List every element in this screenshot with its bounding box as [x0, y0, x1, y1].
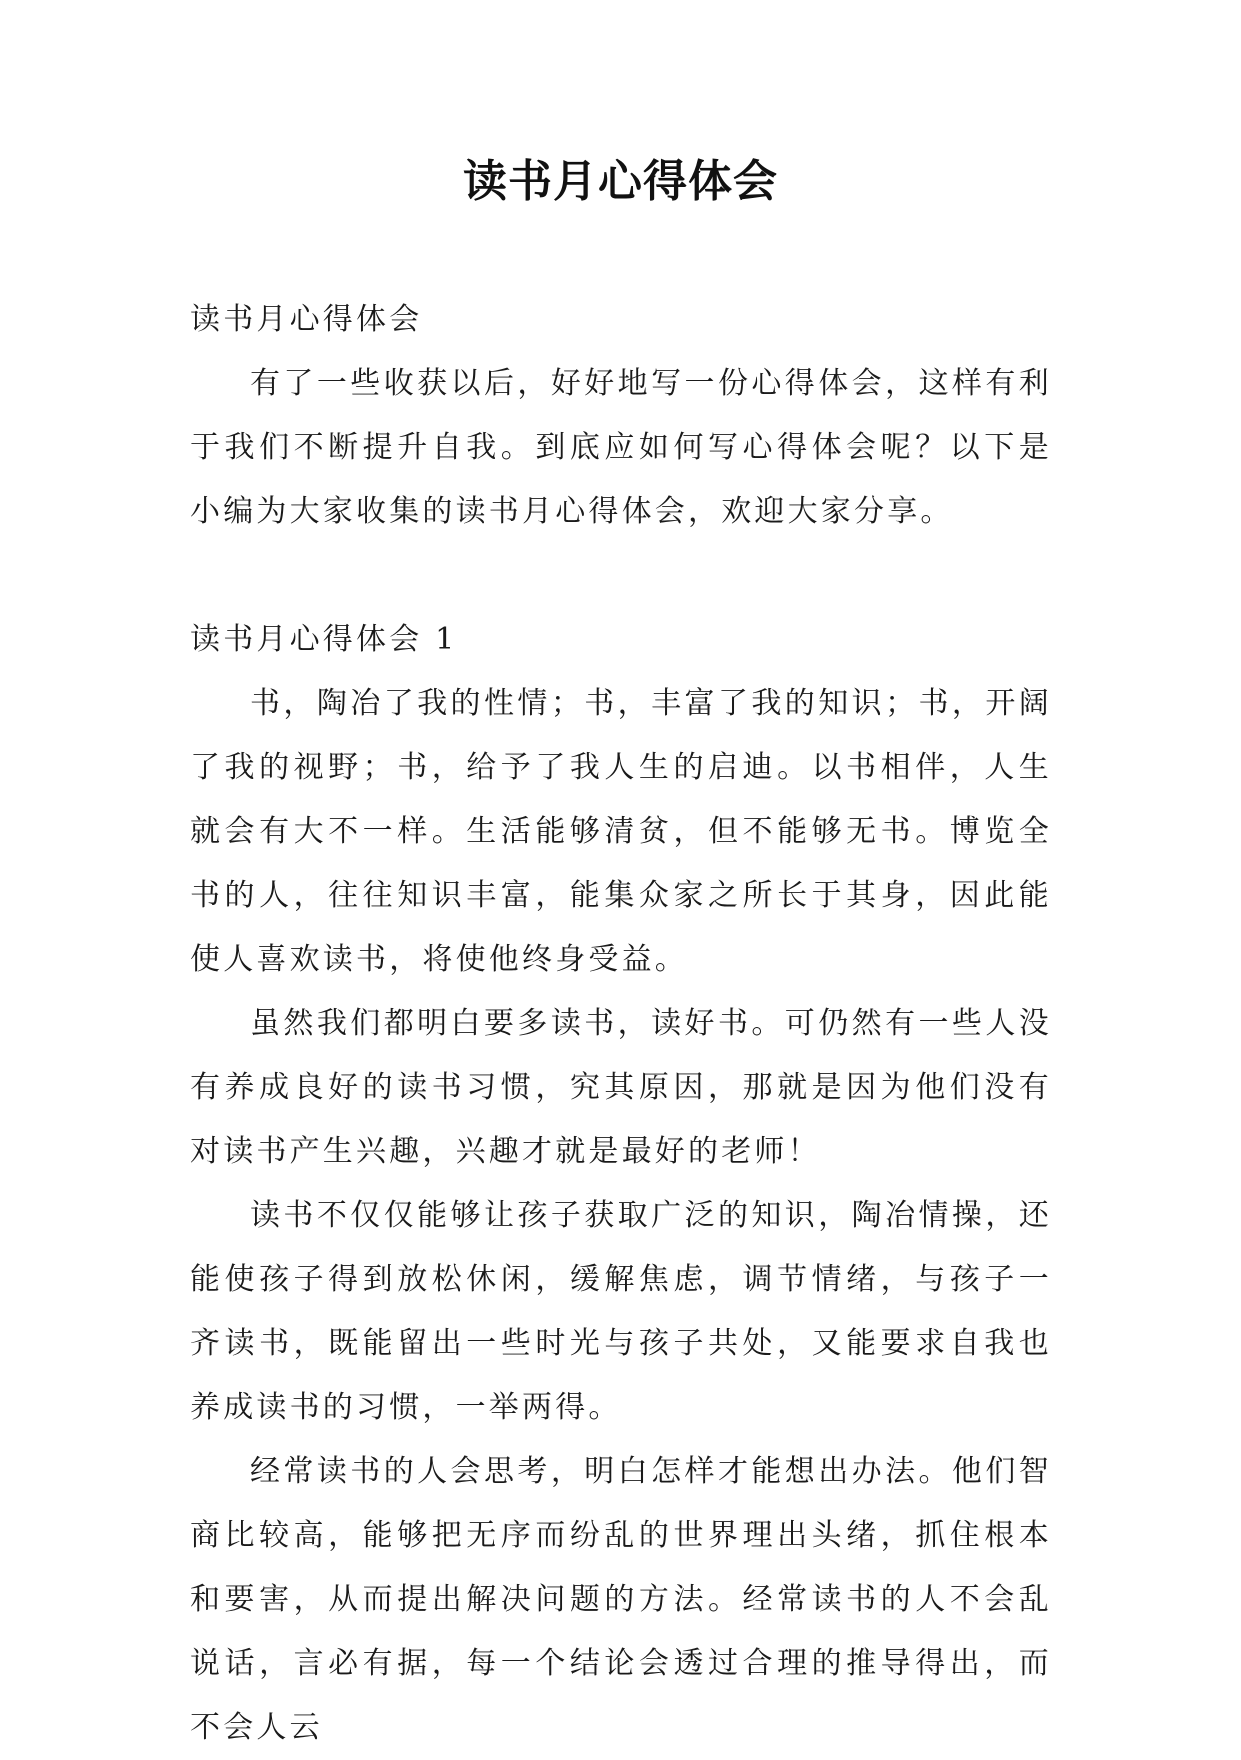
section-heading: 读书月心得体会 1	[190, 622, 458, 657]
body-paragraph: 读书不仅仅能够让孩子获取广泛的知识，陶冶情操，还能使孩子得到放松休闲，缓解焦虑，调节情绪，与孩子一齐读书，既能留出一些时光与孩子共处，又能要求自我也养成读书的习惯，一举两得。	[190, 1198, 1052, 1425]
body-paragraph: 经常读书的人会思考，明白怎样才能想出办法。他们智商比较高，能够把无序而纷乱的世界理出头绪，抓住根本和要害，从而提出解决问题的方法。经常读书的人不会乱说话，言必有据，每一个结论会透过合理的推导得出，而不会人云	[190, 1454, 1052, 1745]
section-spacer	[190, 544, 1052, 608]
body-paragraph: 书，陶冶了我的性情；书，丰富了我的知识；书，开阔了我的视野；书，给予了我人生的启迪。以书相伴，人生就会有大不一样。生活能够清贫，但不能够无书。博览全书的人，往往知识丰富，能集众家之所长于其身，因此能使人喜欢读书，将使他终身受益。	[190, 686, 1052, 977]
document-title: 读书月心得体会	[463, 156, 778, 207]
intro-heading: 读书月心得体会	[190, 302, 423, 337]
intro-paragraph: 有了一些收获以后，好好地写一份心得体会，这样有利于我们不断提升自我。到底应如何写心得体会呢？以下是小编为大家收集的读书月心得体会，欢迎大家分享。	[190, 366, 1052, 529]
document-body	[190, 288, 1052, 1760]
body-paragraph: 虽然我们都明白要多读书，读好书。可仍然有一些人没有养成良好的读书习惯，究其原因，那就是因为他们没有对读书产生兴趣，兴趣才就是最好的老师！	[190, 1006, 1052, 1169]
